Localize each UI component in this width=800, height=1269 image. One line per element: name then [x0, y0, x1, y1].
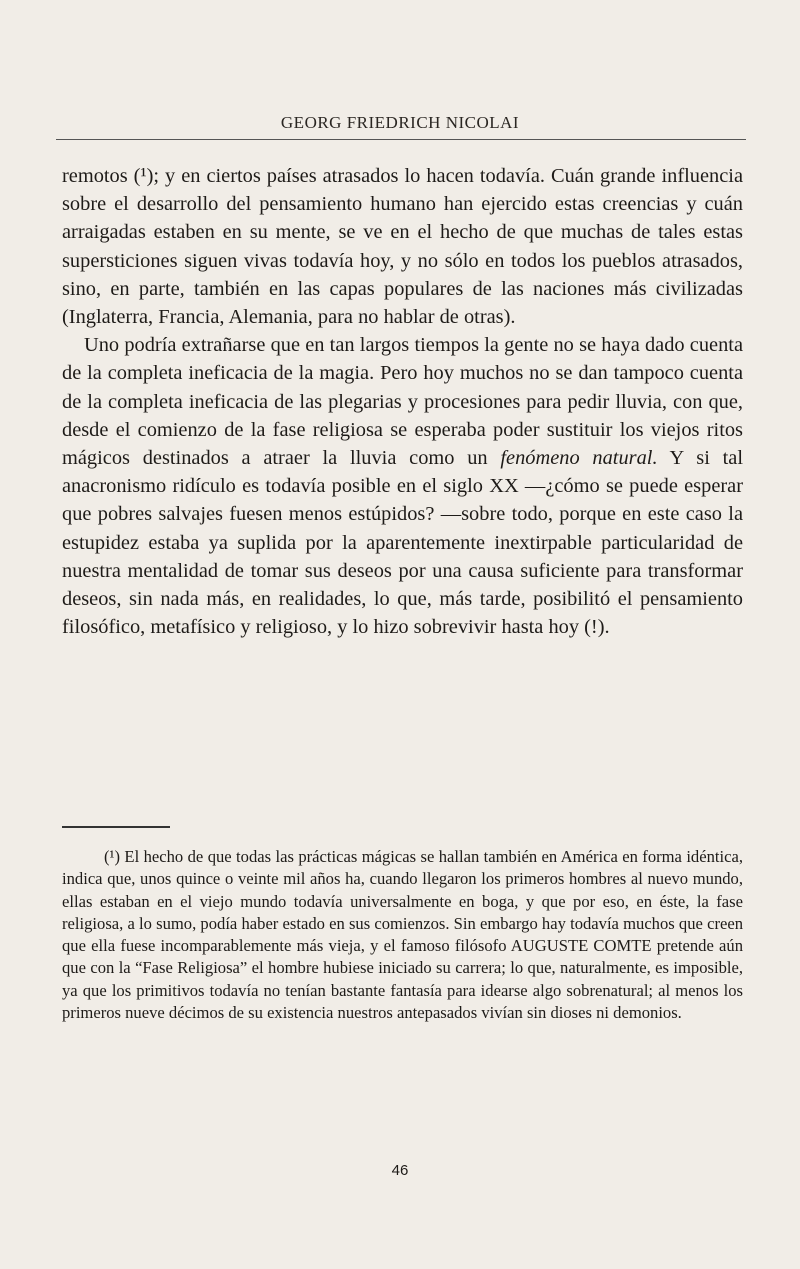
- paragraph-2-part-a: Uno podría extrañarse que en tan largos tiempos la gente no se haya dado cuenta de la completa ineficacia de la magia. Pero hoy muchos no se dan tampoco cuenta de la completa ineficacia de las plegarias y procesiones para pedir lluvia, con que, desde el comienzo de la fase religiosa se esperaba poder sustituir los viejos ritos mágicos destinados a atraer la lluvia como un: [62, 334, 743, 470]
- header-rule: [56, 139, 746, 140]
- footnote-rule: [62, 826, 170, 828]
- footnote-text: (¹) El hecho de que todas las prácticas mágicas se hallan también en América en forma idéntica, indica que, unos quince o veinte mil años ha, cuando llegaron los primeros hombres al nuevo mundo, ellas estaban en el viejo mundo todavía universalmente en boga, y que por eso, en éste, la fase religiosa, a lo sumo, podía haber estado en sus comienzos. Sin embargo hay todavía muchos que creen que ella fuese incomparablemente más vieja, y el famoso filósofo AUGUSTE COMTE pretende aún que con la “Fase Religiosa” el hombre hubiese iniciado su carrera; lo que, naturalmente, es imposible, ya que los primitivos todavía no tenían bastante fantasía para idearse algo sobrenatural; al menos los primeros nueve décimos de su existencia nuestros antepasados vivían sin dioses ni demonios.: [62, 847, 743, 1023]
- main-text: [62, 162, 743, 641]
- paragraph-2-part-b: Y si tal anacronismo ridículo es todavía posible en el siglo XX —¿cómo se puede esperar que pobres salvajes fuesen menos estúpidos? —sobre todo, porque en este caso la estupidez estaba ya suplida por la aparentemente inextirpable particularidad de nuestra mentalidad de tomar sus deseos por una causa suficiente para transformar deseos, sin nada más, en realidades, lo que, más tarde, posibilitó el pensamiento filosófico, metafísico y religioso, y lo hizo sobrevivir hasta hoy (!).: [62, 447, 744, 639]
- italic-phrase: fenómeno natural.: [500, 447, 658, 470]
- paragraph-2: [62, 331, 743, 641]
- paragraph-1: remotos (¹); y en ciertos países atrasados lo hacen todavía. Cuán grande influencia sobre el desarrollo del pensamiento humano han ejercido estas creencias y cuán arraigadas estaben en su mente, se ve en el hecho de que muchas de tales estas supersticiones siguen vivas todavía hoy, y no sólo en todos los pueblos atrasados, sino, en parte, también en las capas populares de las naciones más civilizadas (Inglaterra, Francia, Alemania, para no hablar de otras).: [62, 165, 743, 329]
- running-title: GEORG FRIEDRICH NICOLAI: [280, 113, 520, 132]
- page-number: 46: [391, 1162, 409, 1179]
- footnote: [62, 846, 743, 1024]
